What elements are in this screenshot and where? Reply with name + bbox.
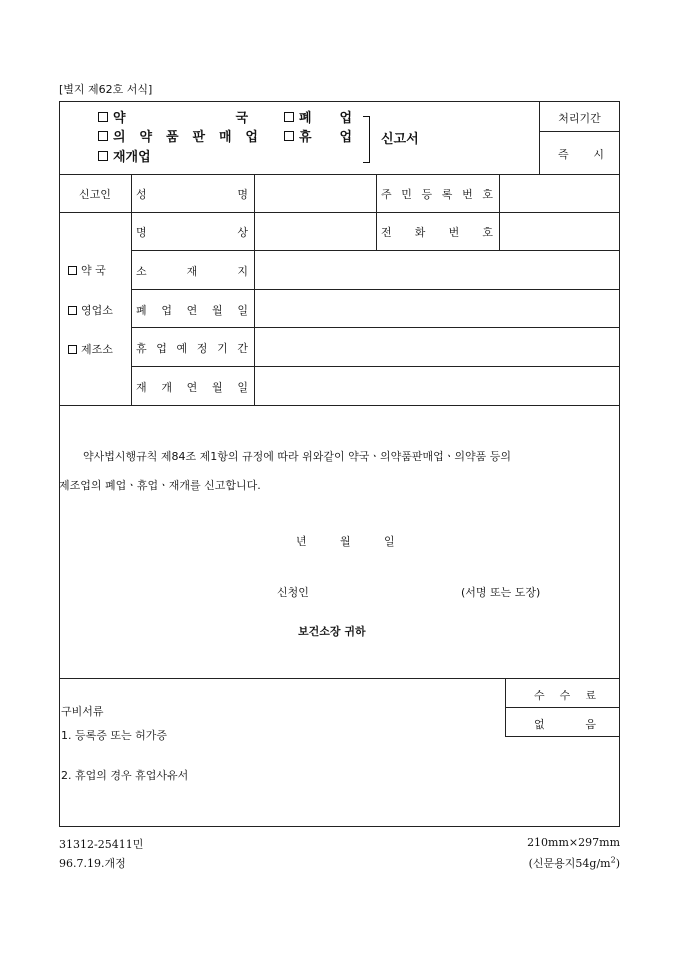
name-field[interactable] [255, 175, 375, 211]
business-name-field[interactable] [255, 213, 375, 249]
reopen-date-field[interactable] [255, 367, 619, 404]
date-month: 월 [340, 535, 351, 548]
fee-value: 없 음 [534, 718, 596, 731]
type-pharmacy[interactable]: 약 국 [68, 262, 106, 278]
required-docs-title: 구비서류 [61, 705, 104, 718]
phone-label: 전 화 번 호 [381, 226, 493, 239]
bracket [363, 116, 370, 163]
processing-period-label: 처리기간 [558, 112, 601, 125]
declaration-line-1: 약사법시행규칙 제84조 제1항의 규정에 따라 위와같이 약국ㆍ의약품판매업ㆍ의약품 등의 [83, 450, 512, 463]
form-code: 31312-25411민 [59, 838, 144, 851]
resident-id-field[interactable] [500, 175, 619, 211]
reporter-label: 신고인 [79, 188, 111, 201]
suspension-period-label: 휴 업 예 정 기 간 [136, 342, 248, 355]
name-label: 성 명 [136, 188, 248, 201]
date-year: 년 [296, 535, 307, 548]
checkbox-icon[interactable] [98, 112, 108, 122]
closure-date-field[interactable] [255, 290, 619, 326]
form-reference: [별지 제62호 서식] [59, 83, 153, 96]
checkbox-icon[interactable] [68, 306, 77, 315]
paper-size: 210mm×297mm [527, 836, 620, 849]
suspension-period-field[interactable] [255, 328, 619, 365]
required-doc-item: 1. 등록증 또는 허가증 [61, 729, 167, 742]
checkbox-icon[interactable] [98, 131, 108, 141]
option-reopen[interactable]: 재개업 [98, 146, 151, 165]
form-title-suffix: 신고서 [381, 132, 419, 147]
resident-id-label: 주 민 등 록 번 호 [381, 188, 493, 201]
option-closure[interactable]: 폐 업 [284, 107, 352, 126]
date-day: 일 [384, 535, 395, 548]
checkbox-icon[interactable] [98, 151, 108, 161]
option-pharmacy[interactable]: 약 국 [98, 107, 248, 126]
applicant-label: 신청인 [277, 586, 309, 599]
checkbox-icon[interactable] [68, 345, 77, 354]
signature-note: (서명 또는 도장) [461, 586, 541, 599]
location-field[interactable] [255, 251, 619, 288]
addressee: 보건소장 귀하 [298, 625, 366, 638]
declaration-line-2: 제조업의 폐업ㆍ휴업ㆍ재개를 신고합니다. [59, 479, 261, 492]
reopen-date-label: 재 개 연 월 일 [136, 381, 248, 394]
closure-date-label: 폐 업 연 월 일 [136, 304, 248, 317]
checkbox-icon[interactable] [284, 131, 294, 141]
type-sales-office[interactable]: 영업소 [68, 302, 113, 318]
required-doc-item: 2. 휴업의 경우 휴업사유서 [61, 769, 189, 782]
type-factory[interactable]: 제조소 [68, 341, 113, 357]
option-drug-wholesale[interactable]: 의 약 품 판 매 업 [98, 126, 258, 145]
revision-date: 96.7.19.개정 [59, 857, 126, 870]
phone-field[interactable] [500, 213, 619, 249]
business-name-label: 명 상 [136, 226, 248, 239]
fee-label: 수 수 료 [534, 689, 596, 702]
checkbox-icon[interactable] [284, 112, 294, 122]
location-label: 소 재 지 [136, 265, 248, 278]
processing-period-value: 즉 시 [558, 148, 604, 161]
checkbox-icon[interactable] [68, 266, 77, 275]
paper-type: (신문용지$54g/m^2$) [528, 855, 620, 870]
option-suspension[interactable]: 휴 업 [284, 126, 352, 145]
